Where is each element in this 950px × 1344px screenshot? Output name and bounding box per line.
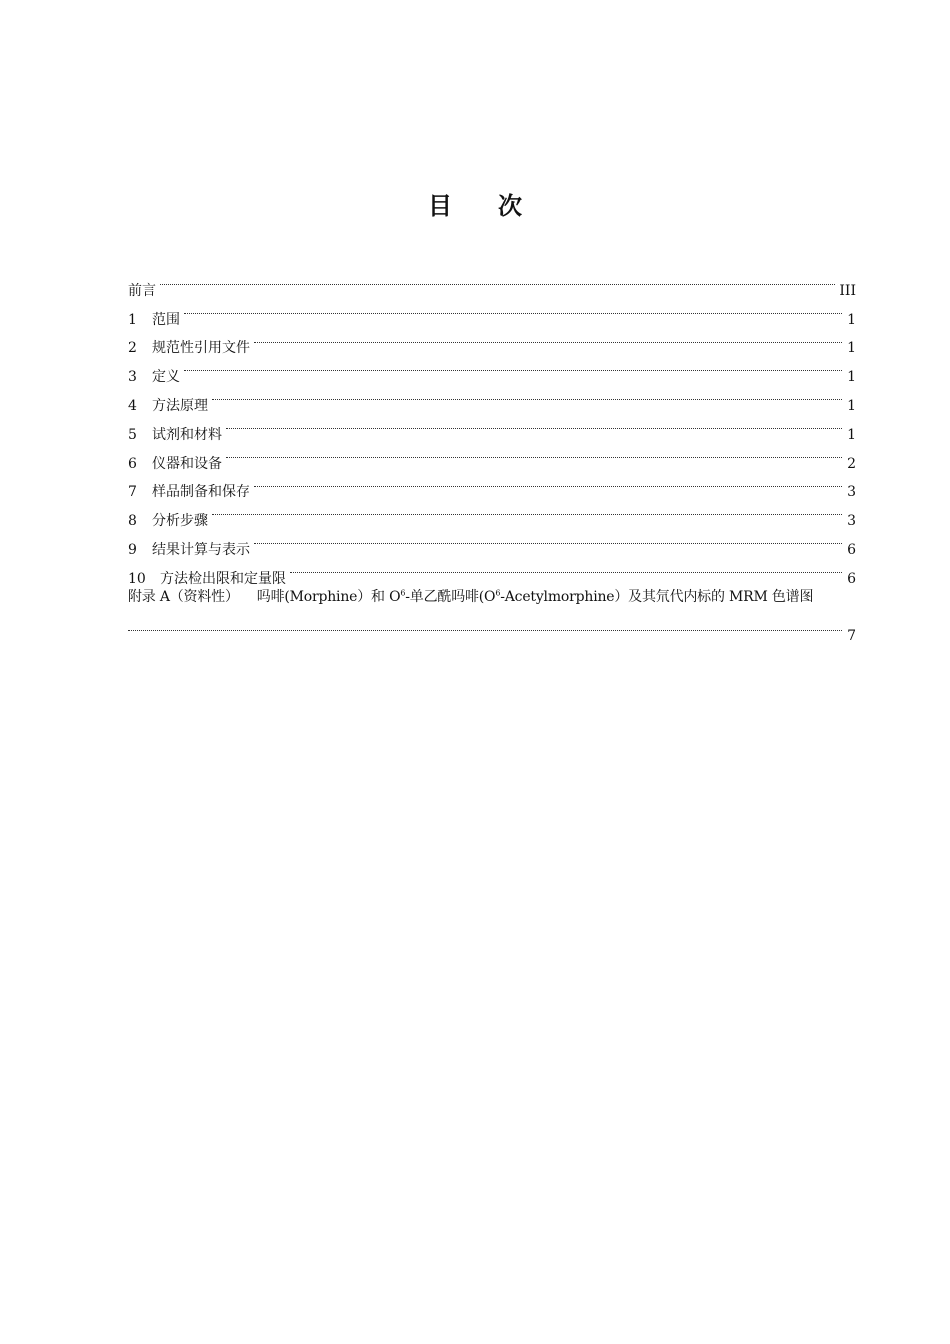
toc-entry-page: 6 [847,570,856,587]
toc-leader-dots [212,496,842,525]
toc-entry-label: 仪器和设备 [152,455,222,472]
toc-entry-label: 规范性引用文件 [152,340,250,357]
toc-leader-dots [290,554,842,583]
toc-leader-dots [128,612,842,641]
toc-entry-number: 3 [128,369,137,386]
toc-leader-dots [254,468,842,497]
toc-entry-label: 分析步骤 [152,513,208,530]
toc-entry-page: 2 [847,455,856,472]
toc-entry-page: 7 [847,628,856,645]
toc-entry-number: 10 [128,570,146,587]
toc-entry-number: 6 [128,455,137,472]
toc-entry-7[interactable] [128,468,856,501]
toc-entry-2[interactable] [128,324,856,357]
toc-entry-number: 5 [128,426,137,443]
toc-leader-dots [254,324,842,353]
toc-leader-dots [254,525,842,554]
toc-entry-page: 1 [847,426,856,443]
toc-entry-number: 9 [128,541,137,558]
toc-annex-prefix: 附录 A（资料性） [128,588,239,605]
toc-annex-text-part3: -Acetylmorphine）及其氘代内标的 MRM 色谱图 [500,588,814,605]
toc-entry-page: 6 [847,541,856,558]
toc-entry-page: 3 [847,513,856,530]
toc-annex-sup1: 6 [400,588,406,598]
toc-annex-text-part2: -单乙酰吗啡(O [405,588,496,605]
toc-entry-6[interactable] [128,439,856,472]
toc-entry-page: 1 [847,369,856,386]
toc-leader-dots [184,295,842,324]
toc-leader-dots [160,266,835,295]
toc-leader-dots [184,352,842,381]
toc-entry-label: 定义 [152,369,180,386]
toc-entry-number: 2 [128,340,137,357]
toc-entry-number: 4 [128,397,137,414]
toc-entry-annex-a-continued[interactable] [128,612,856,645]
toc-leader-dots [212,381,842,410]
toc-entry-9[interactable] [128,525,856,558]
toc-entry-number: 8 [128,513,137,530]
toc-leader-dots [226,439,842,468]
toc-title-right: 次 [498,192,522,220]
toc-entry-page: 3 [847,484,856,501]
toc-entry-label: 试剂和材料 [152,426,222,443]
toc-entry-label: 结果计算与表示 [152,541,250,558]
toc-entry-page: 1 [847,340,856,357]
toc-title [0,186,950,221]
toc-entry-preface[interactable] [128,266,856,299]
toc-entry-label: 范围 [152,311,180,328]
toc-entry-page: III [839,282,856,299]
toc-entry-5[interactable] [128,410,856,443]
toc-title-left: 目 [428,192,452,220]
toc-entry-label: 样品制备和保存 [152,484,250,501]
toc-entry-page: 1 [847,311,856,328]
toc-entry-4[interactable] [128,381,856,414]
toc-annex-title [128,583,813,612]
toc-entry-label: 前言 [128,282,156,299]
table-of-contents [128,266,856,645]
toc-entry-8[interactable] [128,496,856,530]
toc-annex-text-part1: 吗啡(Morphine）和 O [256,588,401,605]
toc-entry-3[interactable] [128,352,856,386]
toc-entry-label: 方法检出限和定量限 [160,570,286,587]
toc-entry-page: 1 [847,397,856,414]
toc-entry-annex-a[interactable] [128,583,856,612]
toc-entry-number: 7 [128,484,137,501]
toc-annex-sup2: 6 [495,588,501,598]
toc-entry-label: 方法原理 [152,397,208,414]
toc-entry-1[interactable] [128,295,856,328]
toc-entry-number: 1 [128,311,137,328]
toc-leader-dots [226,410,842,439]
